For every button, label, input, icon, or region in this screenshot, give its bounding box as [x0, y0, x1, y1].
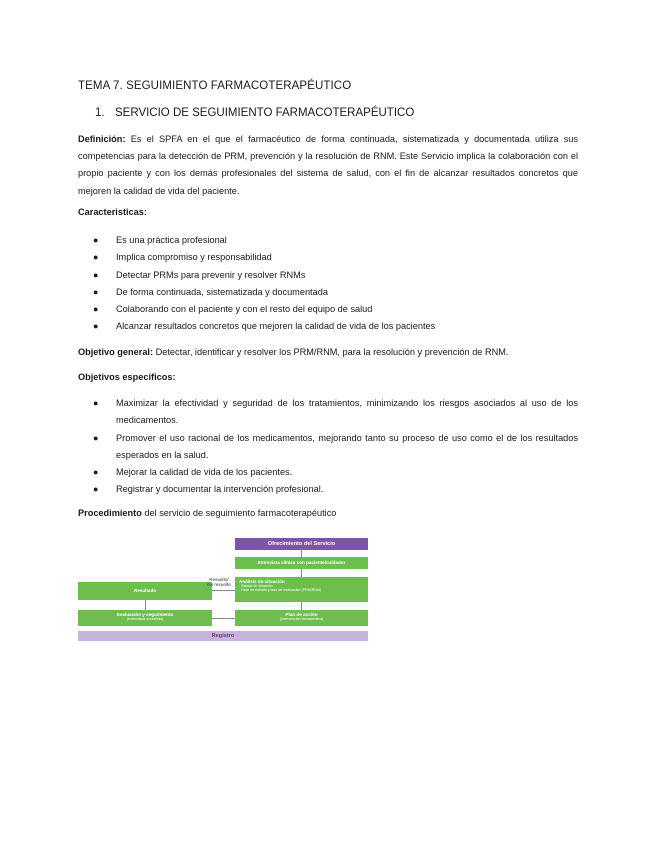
specific-objectives-heading: Objetivos específicos: [78, 372, 176, 382]
document-title: TEMA 7. SEGUIMIENTO FARMACOTERAPÉUTICO [78, 80, 352, 92]
definition-label: Definición: [78, 134, 126, 144]
general-objective-paragraph [78, 344, 578, 361]
bullet-icon: ● [93, 269, 99, 280]
evaluation-box [78, 610, 212, 626]
bullet-icon: ● [93, 484, 99, 495]
section-title: SERVICIO DE SEGUIMIENTO FARMACOTERAPÉUTICO [115, 107, 415, 119]
list-item: ● Colaborando con el paciente y con el resto del equipo de salud [78, 301, 578, 318]
flow-arrow [212, 618, 235, 619]
bullet-icon: ● [93, 304, 99, 315]
procedure-text: del servicio de seguimiento farmacoterapéutico [141, 508, 337, 518]
registry-bar: Registro [78, 631, 368, 641]
bullet-icon: ● [93, 321, 99, 332]
flow-arrow [212, 590, 235, 591]
interview-box: Entrevista clínica con paciente/cuidador [235, 557, 368, 569]
analysis-box [235, 577, 368, 602]
procedure-label: Procedimiento [78, 508, 142, 518]
flow-arrow [301, 569, 302, 577]
section-number: 1. [95, 107, 105, 119]
flow-arrow [145, 600, 146, 610]
evaluation-title: Evaluación y seguimiento [116, 612, 174, 617]
plan-sub: (Intervención farmacéutica) [279, 617, 324, 621]
procedure-paragraph [78, 505, 578, 522]
list-item: ● Promover el uso racional de los medicamentos, mejorando tanto su proceso de uso como el de los resultados esperados en la salud. [78, 430, 578, 465]
flow-arrow [301, 550, 302, 557]
bullet-icon: ● [93, 432, 99, 443]
list-item: ● Detectar PRMs para prevenir y resolver RNMs [78, 267, 578, 284]
general-objective-label: Objetivo general: [78, 347, 154, 357]
list-item: ● Es una práctica profesional [78, 232, 578, 249]
characteristics-heading: Caracteristicas: [78, 207, 147, 217]
list-item: ● De forma continuada, sistematizada y documentada [78, 284, 578, 301]
general-objective-text: Detectar, identificar y resolver los PRM/RNM, para la resolución y prevención de RNM. [153, 347, 509, 357]
list-item: ● Mejorar la calidad de vida de los pacientes. [78, 464, 578, 481]
plan-title: Plan de acción [285, 612, 318, 617]
procedure-flow-diagram [78, 535, 368, 645]
list-item: ● Alcanzar resultados concretos que mejoren la calidad de vida de los pacientes [78, 318, 578, 335]
definition-paragraph [78, 131, 578, 200]
analysis-title: Análisis de situación [239, 579, 285, 584]
list-item: ● Implica compromiso y responsabilidad [78, 249, 578, 266]
bullet-icon: ● [93, 235, 99, 245]
offer-service-box: Ofrecimiento del Servicio [235, 538, 368, 550]
analysis-line: - Estado de situación [239, 584, 273, 588]
analysis-line: - Fase de estudio y fase de evaluación (PRM/RNM) [239, 588, 322, 593]
result-box: Resultado [78, 582, 212, 600]
list-item: ● Maximizar la efectividad y seguridad de los tratamientos, minimizando los riesgos asociados al uso de los medicamentos. [78, 395, 578, 430]
flow-arrow [301, 602, 302, 610]
bullet-icon: ● [93, 398, 99, 408]
list-item: ● Registrar y documentar la intervención profesional. [78, 481, 578, 498]
section-heading [95, 107, 414, 119]
definition-text: Es el SPFA en el que el farmacéutico de forma continuada, sistematizada y documentada utiliza sus competencias para la detección de PRM, prevención y la resolución de RNM. Este Servicio implica la colaboración con el propio paciente y con los demás profesionales del sistema de salud, con el fin de alcanzar resultados concretos que mejoren la calidad de vida del paciente. [78, 134, 578, 196]
characteristics-list [78, 232, 578, 336]
bullet-icon: ● [93, 252, 99, 263]
bullet-icon: ● [93, 467, 99, 478]
bullet-icon: ● [93, 286, 99, 297]
plan-box [235, 610, 368, 626]
specific-objectives-list [78, 395, 578, 499]
resolved-label: Resuelto/ No resuelto [207, 577, 231, 587]
evaluation-sub: (entrevistas sucesivas) [126, 617, 164, 621]
